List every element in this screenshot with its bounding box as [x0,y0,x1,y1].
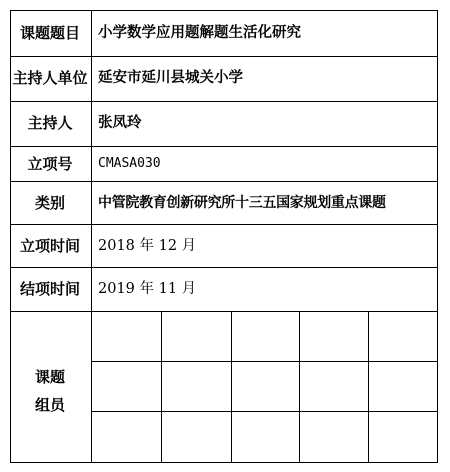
member-cell[interactable] [369,312,437,361]
project-number-value: CMASA030 [98,156,161,171]
member-cell[interactable] [300,362,368,411]
member-cell[interactable] [92,412,161,462]
member-cell[interactable] [92,362,161,411]
member-cell[interactable] [92,312,161,361]
host-unit-label: 主持人单位 [12,69,88,87]
completion-date-label: 结项时间 [19,280,80,298]
members-label-line1: 课题 [34,368,65,386]
host-value: 张凤玲 [98,114,142,131]
topic-title-label: 课题题目 [19,24,80,42]
member-cell[interactable] [300,312,368,361]
member-cell[interactable] [162,362,231,411]
members-label-line2: 组员 [34,396,65,414]
member-cell[interactable] [232,362,299,411]
member-cell[interactable] [369,362,437,411]
member-cell[interactable] [162,312,231,361]
member-cell[interactable] [232,312,299,361]
member-cell[interactable] [232,412,299,462]
completion-date-value: 2019 年 11 月 [98,281,197,297]
topic-title-value: 小学数学应用题解题生活化研究 [98,24,301,41]
host-label: 主持人 [27,114,73,132]
category-label: 类别 [34,194,65,212]
member-cell[interactable] [300,412,368,462]
member-cell[interactable] [369,412,437,462]
category-value: 中管院教育创新研究所十三五国家规划重点课题 [98,195,386,211]
host-unit-value: 延安市延川县城关小学 [98,69,243,86]
approval-date-label: 立项时间 [19,237,80,255]
project-number-label: 立项号 [27,155,73,173]
member-cell[interactable] [162,412,231,462]
approval-date-value: 2018 年 12 月 [98,238,197,254]
